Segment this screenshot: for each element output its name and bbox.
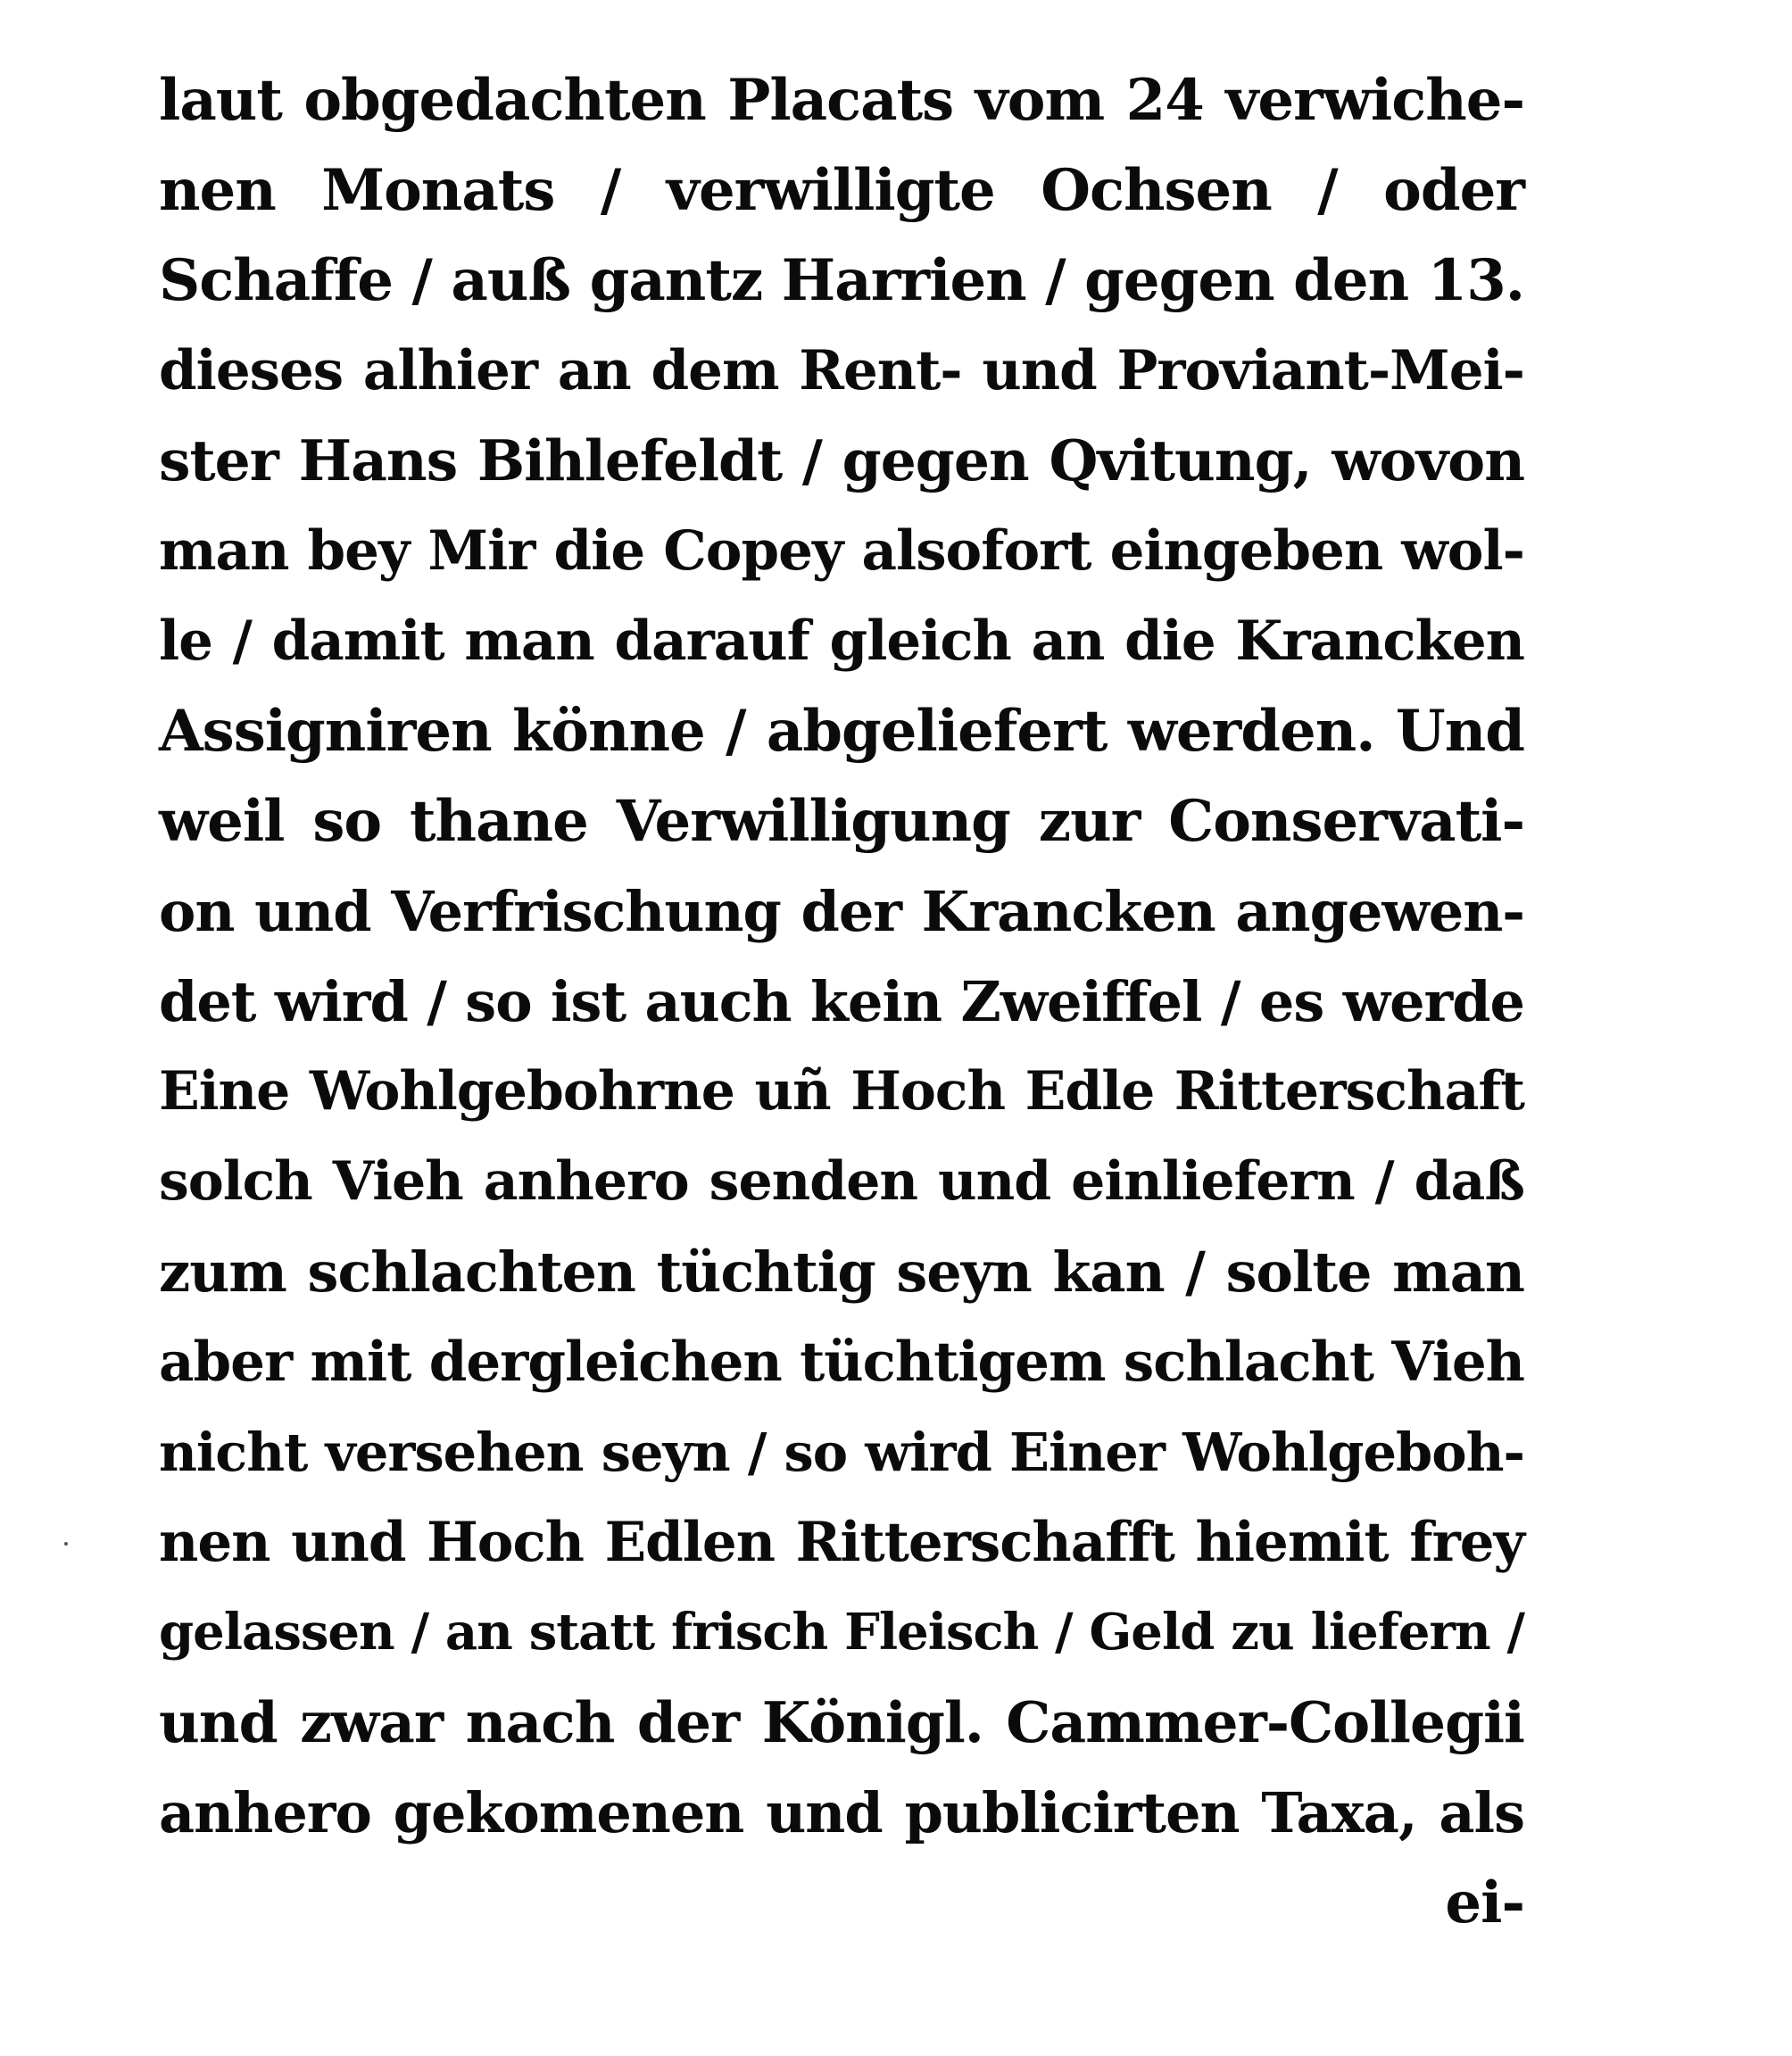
text-line: man bey Mir die Copey alsofort eingeben wol-	[159, 519, 1524, 583]
text-line: gelassen / an statt frisch Fleisch / Geld zu liefern /	[159, 1603, 1524, 1662]
text-line: solch Vieh anhero senden und einliefern / daß	[159, 1150, 1524, 1213]
margin-speck	[64, 1542, 68, 1546]
text-line: Assigniren könne / abgeliefert werden. Und	[159, 698, 1524, 765]
text-line: nen Monats / verwilligte Ochsen / oder	[159, 157, 1524, 224]
body-text	[159, 55, 1524, 1948]
text-line: nicht versehen seyn / so wird Einer Wohlgeboh-	[159, 1422, 1524, 1483]
text-line: det wird / so ist auch kein Zweiffel / es werde	[159, 969, 1524, 1034]
text-line: le / damit man darauf gleich an die Krancken	[159, 609, 1524, 673]
text-line: laut obgedachten Placats vom 24 verwiche-	[159, 67, 1524, 134]
text-line: ster Hans Bihlefeldt / gegen Qvitung, wovon	[159, 427, 1524, 493]
text-line: Schaffe / auß gantz Harrien / gegen den 13.	[159, 247, 1524, 314]
text-line: nen und Hoch Edlen Ritterschafft hiemit frey	[159, 1511, 1524, 1574]
text-line: aber mit dergleichen tüchtigem schlacht Vieh	[159, 1331, 1524, 1394]
text-line: anhero gekomenen und publicirten Taxa, als	[159, 1780, 1524, 1845]
text-line: dieses alhier an dem Rent- und Proviant-Mei-	[159, 339, 1524, 402]
text-line: weil so thane Verwilligung zur Conservati-	[159, 788, 1524, 855]
text-line: Eine Wohlgebohrne uñ Hoch Edle Ritterschaft	[159, 1060, 1524, 1123]
text-line: und zwar nach der Königl. Cammer-Collegii	[159, 1689, 1524, 1755]
text-line: zum schlachten tüchtig seyn kan / solte man	[159, 1239, 1524, 1305]
text-line: on und Verfrischung der Krancken angewen-	[159, 879, 1524, 944]
catchword: ei-	[1445, 1869, 1524, 1936]
